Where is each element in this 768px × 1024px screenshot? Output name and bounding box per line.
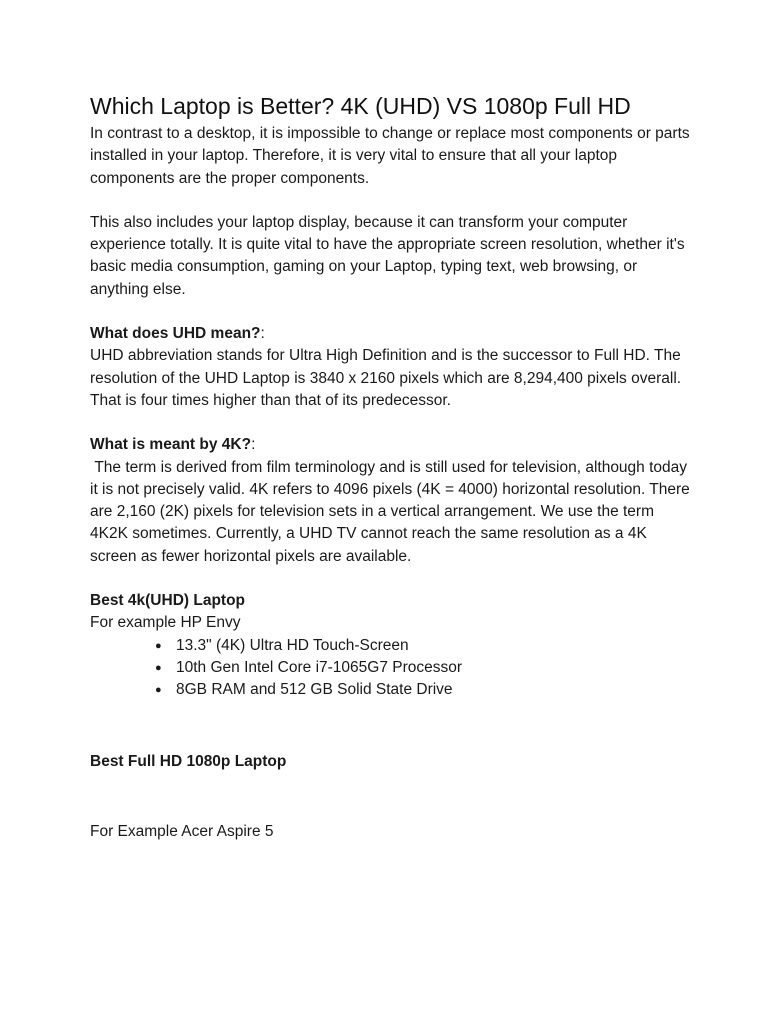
best-uhd-specs xyxy=(90,635,690,702)
uhd-heading: What does UHD mean? xyxy=(90,325,261,343)
list-item: ● 8GB RAM and 512 GB Solid State Drive xyxy=(90,679,690,701)
intro-paragraph-1: In contrast to a desktop, it is impossible to change or replace most components or parts installed in your laptop. Therefore, it is very vital to ensure that all your laptop components are the proper components. xyxy=(90,125,690,187)
best-fhd-heading: Best Full HD 1080p Laptop xyxy=(90,752,287,770)
document-page xyxy=(90,90,695,843)
k4-heading-line xyxy=(90,434,690,456)
page-title: Which Laptop is Better? 4K (UHD) VS 1080p Full HD xyxy=(90,93,631,119)
list-item: ● 13.3" (4K) Ultra HD Touch-Screen xyxy=(90,635,690,657)
k4-body: The term is derived from film terminology and is still used for television, although today it is not precisely valid. 4K refers to 4096 pixels (4K = 4000) horizontal resolution. There are 2,160 (2K) pixels for television sets in a vertical arrangement. We use the term 4K2K sometimes. Currently, a UHD TV cannot reach the same resolution as a 4K screen as fewer horizontal pixels are available. xyxy=(90,458,695,565)
best-fhd-example: For Example Acer Aspire 5 xyxy=(90,822,274,840)
intro-paragraph-2: This also includes your laptop display, because it can transform your computer experience totally. It is quite vital to have the appropriate screen resolution, whether it's basic media consumption, gaming on your Laptop, typing text, web browsing, or anything else. xyxy=(90,213,685,298)
uhd-heading-line xyxy=(90,323,690,345)
best-uhd-heading: Best 4k(UHD) Laptop xyxy=(90,592,246,610)
k4-heading-suffix: : xyxy=(251,436,256,454)
list-item: ● 10th Gen Intel Core i7-1065G7 Processor xyxy=(90,657,690,679)
k4-heading: What is meant by 4K? xyxy=(90,436,252,454)
uhd-body: UHD abbreviation stands for Ultra High Definition and is the successor to Full HD. The resolution of the UHD Laptop is 3840 x 2160 pixels which are 8,294,400 pixels overall. That is four times higher than that of its predecessor. xyxy=(90,347,682,409)
uhd-heading-suffix: : xyxy=(260,325,265,343)
best-uhd-example: For example HP Envy xyxy=(90,614,241,632)
